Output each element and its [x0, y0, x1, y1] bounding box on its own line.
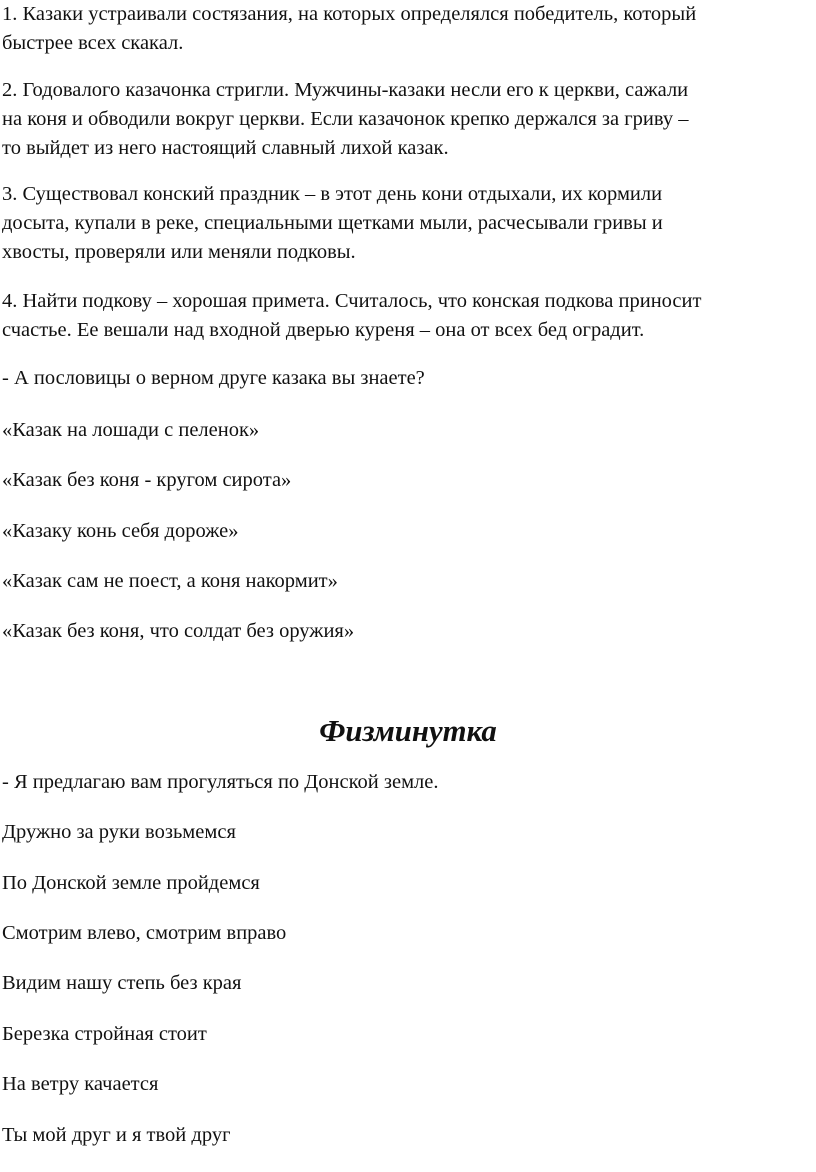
item-4-paragraph	[2, 287, 810, 345]
poem-line-4: Видим нашу степь без края	[2, 972, 242, 994]
item-3-line-2: досыта, купали в реке, специальными щетками мыли, расчесывали гривы и	[2, 212, 663, 234]
item-1-line-2: быстрее всех скакал.	[2, 32, 184, 54]
item-3-paragraph	[2, 180, 810, 267]
item-1-line-1: 1. Казаки устраивали состязания, на которых определялся победитель, который	[2, 3, 697, 25]
item-4-line-2: счастье. Ее вешали над входной дверью куреня – она от всех бед оградит.	[2, 319, 645, 341]
item-2-line-3: то выйдет из него настоящий славный лихой казак.	[2, 137, 449, 159]
poem-line-2: По Донской земле пройдемся	[2, 872, 260, 894]
item-2-line-1: 2. Годовалого казачонка стригли. Мужчины-казаки несли его к церкви, сажали	[2, 79, 689, 101]
poem-line-7: Ты мой друг и я твой друг	[2, 1124, 231, 1146]
item-4-line-1: 4. Найти подкову – хорошая примета. Считалось, что конская подкова приносит	[2, 290, 702, 312]
item-2-paragraph	[2, 76, 810, 163]
proverb-5: «Казак без коня, что солдат без оружия»	[2, 620, 355, 642]
poem-line-3: Смотрим влево, смотрим вправо	[2, 922, 287, 944]
poem-line-6: На ветру качается	[2, 1073, 159, 1095]
item-1-paragraph	[2, 0, 810, 58]
item-3-line-3: хвосты, проверяли или меняли подковы.	[2, 241, 356, 263]
proverb-2: «Казак без коня - кругом сирота»	[2, 469, 292, 491]
proverb-3: «Казаку конь себя дороже»	[2, 520, 239, 542]
item-3-line-1: 3. Существовал конский праздник – в этот день кони отдыхали, их кормили	[2, 183, 663, 205]
poem-line-1: Дружно за руки возьмемся	[2, 821, 236, 843]
poem-line-5: Березка стройная стоит	[2, 1023, 207, 1045]
proverb-4: «Казак сам не поест, а коня накормит»	[2, 570, 338, 592]
intro-line: - Я предлагаю вам прогуляться по Донской земле.	[2, 771, 439, 793]
item-2-line-2: на коня и обводили вокруг церкви. Если казачонок крепко держался за гриву –	[2, 108, 689, 130]
proverb-question: - А пословицы о верном друге казака вы знаете?	[2, 367, 425, 389]
proverb-1: «Казак на лошади с пеленок»	[2, 419, 260, 441]
section-title: Физминутка	[319, 714, 497, 748]
